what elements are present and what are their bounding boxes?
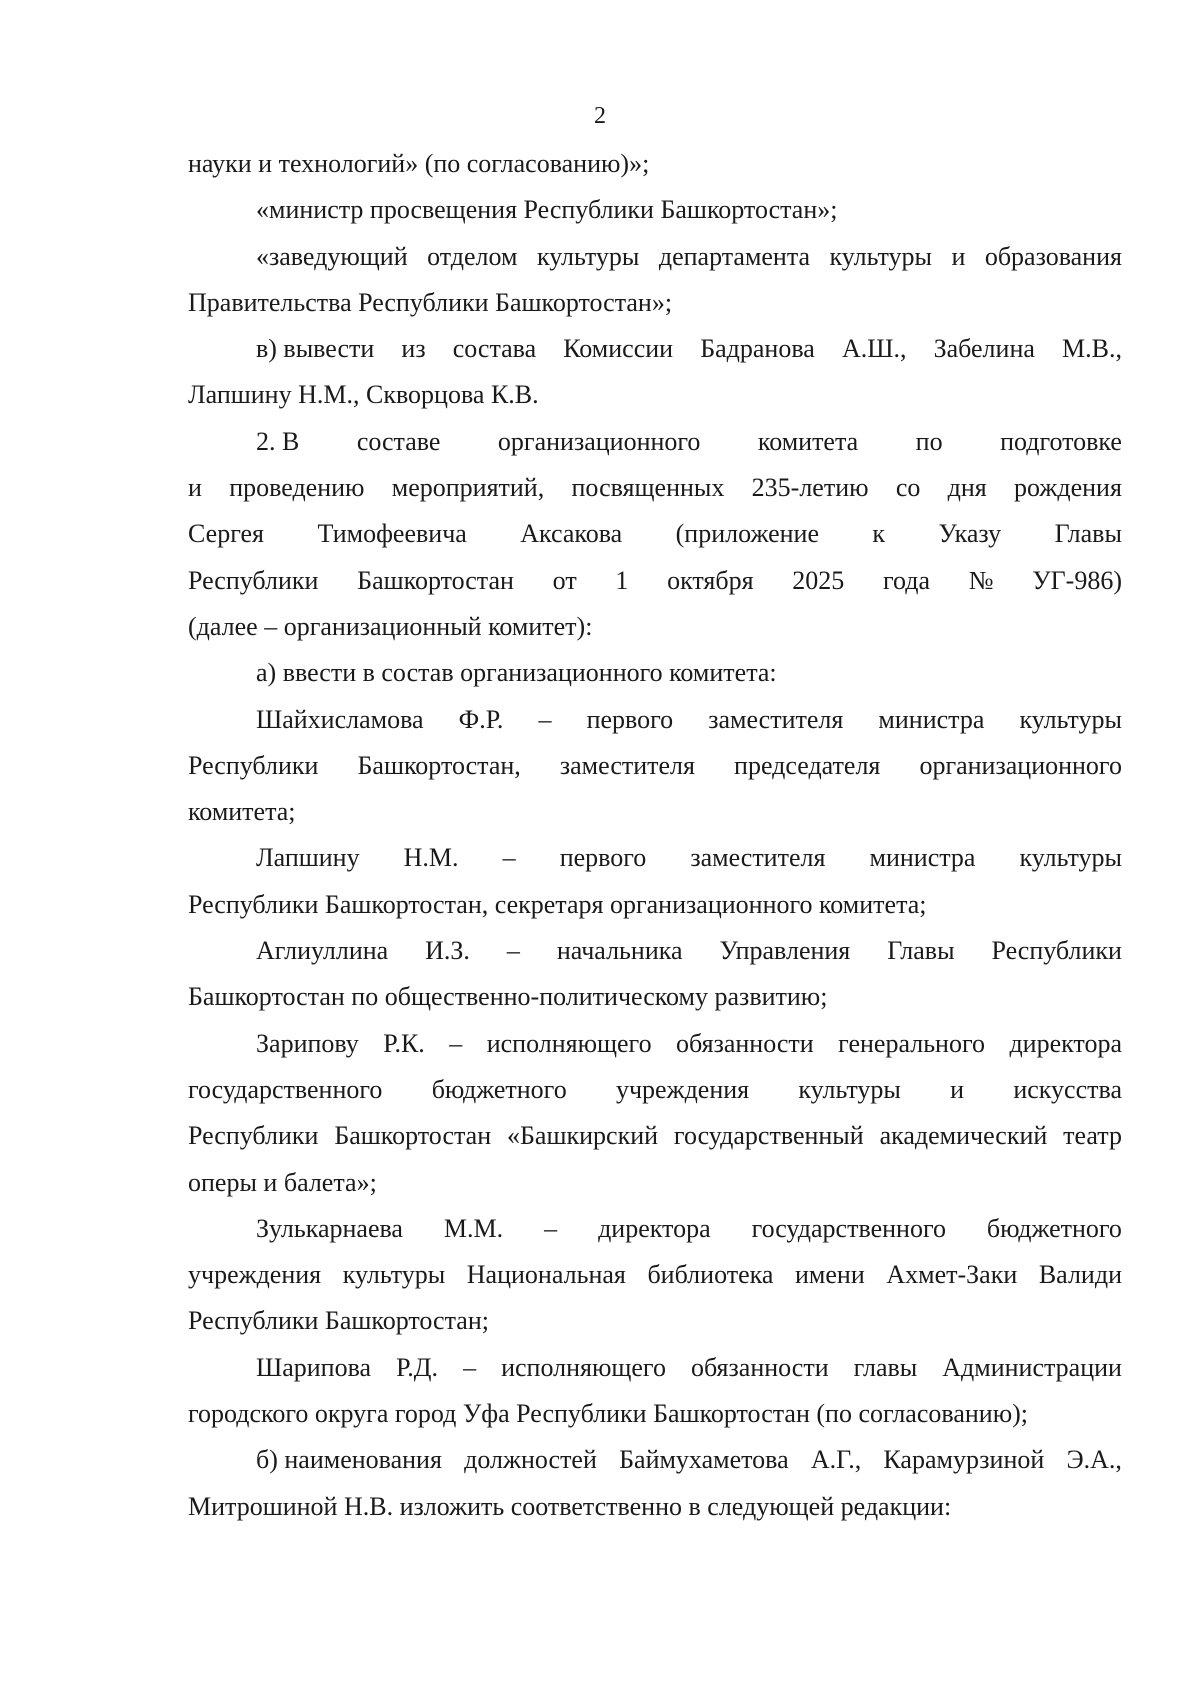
text-segment: М.В., (1062, 334, 1122, 364)
text-line (188, 1298, 1122, 1344)
text-segment: организационного (497, 426, 701, 456)
text-segment: М.М. (443, 1213, 504, 1243)
text-segment: государственного (188, 1074, 383, 1104)
text-segment: первого (586, 704, 674, 734)
text-segment: культуры (1019, 704, 1122, 734)
text-segment: 1 (615, 565, 629, 595)
text-segment: первого (559, 843, 647, 873)
text-segment: заместителя (559, 750, 695, 780)
text-line (188, 1206, 1122, 1252)
text-segment: Управления (719, 936, 851, 966)
text-segment: – (463, 1352, 477, 1382)
text-line (188, 465, 1122, 511)
text-segment: Башкортостан, (357, 750, 521, 780)
document-body (188, 141, 1122, 1530)
text-segment: Лапшину (256, 843, 360, 873)
text-segment: Зулькарнаева (256, 1213, 403, 1243)
text-segment: и (951, 241, 966, 271)
text-segment: директора (598, 1213, 711, 1243)
text-segment: Лапшину Н.М., Скворцова К.В. (188, 380, 539, 410)
text-line (188, 187, 1122, 233)
text-segment: Зарипову (256, 1028, 359, 1058)
text-line (188, 743, 1122, 789)
text-segment: культуры (536, 241, 640, 271)
text-segment: городского округа город Уфа Республики Башкортостан (по согласованию); (188, 1399, 1028, 1429)
text-segment: подготовке (1000, 426, 1122, 456)
text-segment: Р.К. (383, 1028, 425, 1058)
text-segment: генерального (838, 1028, 985, 1058)
text-segment: Э.А., (1066, 1445, 1122, 1475)
text-line (188, 1437, 1122, 1483)
text-segment: Шайхисламова (256, 704, 424, 734)
text-segment: культуры (1019, 843, 1122, 873)
text-segment: Правительства Республики Башкортостан»; (188, 287, 673, 317)
text-segment: – (506, 936, 520, 966)
text-line (188, 882, 1122, 928)
text-segment: а) ввести в состав организационного комитета: (256, 658, 777, 688)
text-segment: государственного (751, 1213, 946, 1243)
text-segment: Республики (188, 750, 319, 780)
text-segment: Р.Д. (396, 1352, 439, 1382)
text-segment: государственный (673, 1121, 864, 1151)
text-segment: Шарипова (256, 1352, 372, 1382)
text-line (188, 1067, 1122, 1113)
text-segment: обязанности (676, 1028, 814, 1058)
text-segment: дня (947, 473, 987, 503)
text-segment: «заведующий (256, 241, 408, 271)
text-segment: Главы (887, 936, 955, 966)
text-line (188, 141, 1122, 187)
text-segment: Ахмет-Заки (886, 1260, 1018, 1290)
text-segment: (приложение (675, 519, 819, 549)
text-segment: учреждения (615, 1074, 750, 1104)
text-segment: к (872, 519, 886, 549)
text-segment: в) вывести (256, 334, 375, 364)
text-segment: министра (878, 704, 985, 734)
text-segment: науки и технологий» (по согласованию)»; (188, 149, 650, 178)
text-line (188, 604, 1122, 650)
text-line (188, 326, 1122, 372)
text-segment: Н.М. (403, 843, 459, 873)
text-line (188, 280, 1122, 326)
text-segment: (далее – организационный комитет): (188, 611, 593, 641)
text-line (188, 1345, 1122, 1391)
text-segment: «Башкирский (507, 1121, 659, 1151)
text-segment: б) наименования (256, 1445, 442, 1475)
text-segment: комитета; (188, 797, 296, 827)
text-segment: из (401, 334, 426, 364)
text-line (188, 558, 1122, 604)
text-segment: Республики Башкортостан; (188, 1306, 489, 1336)
text-line (188, 835, 1122, 881)
text-segment: обязанности (690, 1352, 829, 1382)
text-segment: Башкортостан по общественно-политическому развитию; (188, 982, 828, 1012)
text-line (188, 789, 1122, 835)
text-segment: от (552, 565, 577, 595)
text-segment: Республики Башкортостан, секретаря организационного комитета; (188, 889, 927, 919)
text-segment: учреждения (188, 1260, 322, 1290)
text-segment: Митрошиной Н.В. изложить соответственно в следующей редакции: (188, 1491, 952, 1521)
text-segment: Республики (188, 1121, 319, 1151)
text-segment: должностей (464, 1445, 597, 1475)
page-number: 2 (594, 103, 606, 129)
text-segment: посвященных (571, 473, 725, 503)
text-segment: УГ-986) (1032, 565, 1122, 595)
text-segment: октября (667, 565, 754, 595)
text-segment: рождения (1014, 473, 1122, 503)
text-segment: библиотека (647, 1260, 774, 1290)
text-segment: Ф.Р. (458, 704, 504, 734)
text-segment: Карамурзиной (883, 1445, 1045, 1475)
text-segment: состава (452, 334, 537, 364)
text-segment: директора (1009, 1028, 1122, 1058)
text-segment: – (544, 1213, 558, 1243)
text-line (188, 1484, 1122, 1530)
text-segment: образования (984, 241, 1122, 271)
text-segment: оперы и балета»; (188, 1167, 377, 1197)
text-line (188, 511, 1122, 557)
text-segment: А.Ш., (841, 334, 907, 364)
text-segment: главы (853, 1352, 918, 1382)
text-segment: Указу (938, 519, 1002, 549)
text-segment: искусства (1013, 1074, 1122, 1104)
text-segment: культуры (829, 241, 932, 271)
text-segment: проведению (229, 473, 365, 503)
text-segment: культуры (798, 1074, 901, 1104)
text-segment: Аксакова (520, 519, 623, 549)
text-line (188, 419, 1122, 465)
text-segment: академический (879, 1121, 1048, 1151)
text-segment: театр (1063, 1121, 1122, 1151)
text-segment: по (915, 426, 943, 456)
text-segment: – (502, 843, 516, 873)
text-line (188, 1113, 1122, 1159)
text-segment: Забелина (933, 334, 1035, 364)
text-segment: имени (795, 1260, 865, 1290)
text-segment: организационного (919, 750, 1122, 780)
text-segment: исполняющего (486, 1028, 652, 1058)
text-segment: Республики (188, 565, 319, 595)
text-segment: исполняющего (501, 1352, 666, 1382)
text-segment: со (895, 473, 921, 503)
text-segment: комитета (757, 426, 859, 456)
text-line (188, 372, 1122, 418)
text-segment: департамента (658, 241, 811, 271)
text-line (188, 1252, 1122, 1298)
text-segment: Республики (991, 936, 1122, 966)
text-segment: составе (356, 426, 441, 456)
text-segment: Башкортостан (357, 565, 514, 595)
text-segment: 235-летию (751, 473, 869, 503)
text-segment: заместителя (690, 843, 826, 873)
text-segment: Главы (1054, 519, 1122, 549)
text-segment: Тимофеевича (317, 519, 467, 549)
text-segment: бюджетного (431, 1074, 567, 1104)
text-segment: начальника (556, 936, 683, 966)
text-segment: Администрации (942, 1352, 1122, 1382)
text-line (188, 234, 1122, 280)
text-line (188, 974, 1122, 1020)
text-segment: 2. В (256, 426, 300, 456)
text-segment: и (188, 473, 202, 503)
text-segment: министра (869, 843, 976, 873)
text-segment: бюджетного (986, 1213, 1122, 1243)
text-segment: культуры (342, 1260, 446, 1290)
text-segment: – (449, 1028, 463, 1058)
text-segment: А.Г., (810, 1445, 862, 1475)
text-segment: отделом (427, 241, 518, 271)
text-segment: заместителя (708, 704, 844, 734)
text-line (188, 1391, 1122, 1437)
text-line (188, 928, 1122, 974)
text-segment: Баймухаметова (619, 1445, 789, 1475)
text-segment: 2025 (792, 565, 845, 595)
text-segment: мероприятий, (391, 473, 545, 503)
text-segment: И.З. (425, 936, 470, 966)
text-segment: – (538, 704, 552, 734)
text-segment: и (950, 1074, 965, 1104)
text-line (188, 650, 1122, 696)
text-segment: «министр просвещения Республики Башкортостан»; (256, 195, 838, 225)
text-line (188, 1021, 1122, 1067)
text-segment: Аглиуллина (256, 936, 389, 966)
text-line (188, 697, 1122, 743)
text-segment: Валиди (1038, 1260, 1122, 1290)
text-segment: № (968, 565, 994, 595)
text-segment: Бадранова (700, 334, 815, 364)
text-segment: Комиссии (563, 334, 674, 364)
text-segment: Башкортостан (334, 1121, 492, 1151)
text-line (188, 1160, 1122, 1206)
text-segment: Национальная (466, 1260, 626, 1290)
text-segment: председателя (734, 750, 881, 780)
text-segment: Сергея (188, 519, 265, 549)
text-segment: года (882, 565, 931, 595)
